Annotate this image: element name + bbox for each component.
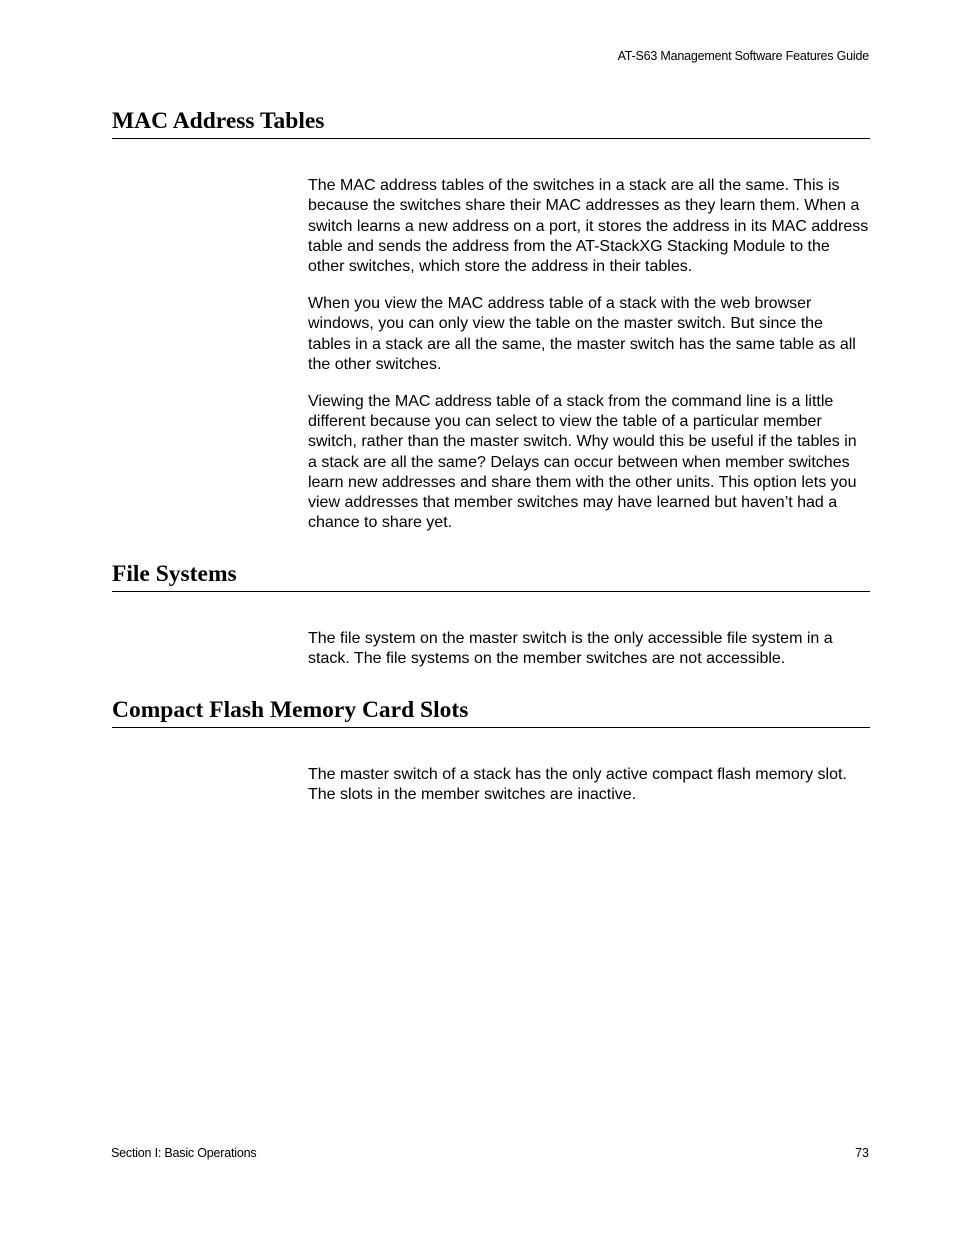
section-heading: Compact Flash Memory Card Slots [112,696,870,728]
section-mac-address-tables [112,107,870,534]
paragraph: When you view the MAC address table of a stack with the web browser windows, you can only view the table on the master switch. But since the tables in a stack are all the same, the master switch has the same table as all the other switches. [308,294,856,373]
section-body [308,176,870,534]
paragraph: The master switch of a stack has the only active compact flash memory slot. The slots in the member switches are inactive. [308,766,847,804]
footer-section-label: Section I: Basic Operations [111,1146,257,1160]
section-body [308,629,870,670]
paragraph: The MAC address tables of the switches in a stack are all the same. This is because the switches share their MAC addresses as they learn them. When a switch learns a new address on a port, it stores the address in its MAC address table and sends the address from the AT-StackXG Stacking Module to the other switches, which store the address in their tables. [308,177,869,276]
section-heading: MAC Address Tables [112,107,870,139]
page-number: 73 [855,1146,869,1160]
paragraph: The file system on the master switch is the only accessible file system in a stack. The file systems on the member switches are not accessible. [308,630,833,668]
section-heading: File Systems [112,560,870,592]
section-file-systems [112,560,870,670]
section-body [308,765,870,806]
running-header: AT-S63 Management Software Features Guide [617,49,869,63]
section-compact-flash-slots [112,696,870,806]
paragraph: Viewing the MAC address table of a stack from the command line is a little different because you can select to view the table of a particular member switch, rather than the master switch. Why would this be useful if the tables in a stack are all the same? Delays can occur between when member switches learn new addresses and share them with the other units. This option lets you view addresses that member switches may have learned but haven’t had a chance to share yet. [308,392,857,532]
